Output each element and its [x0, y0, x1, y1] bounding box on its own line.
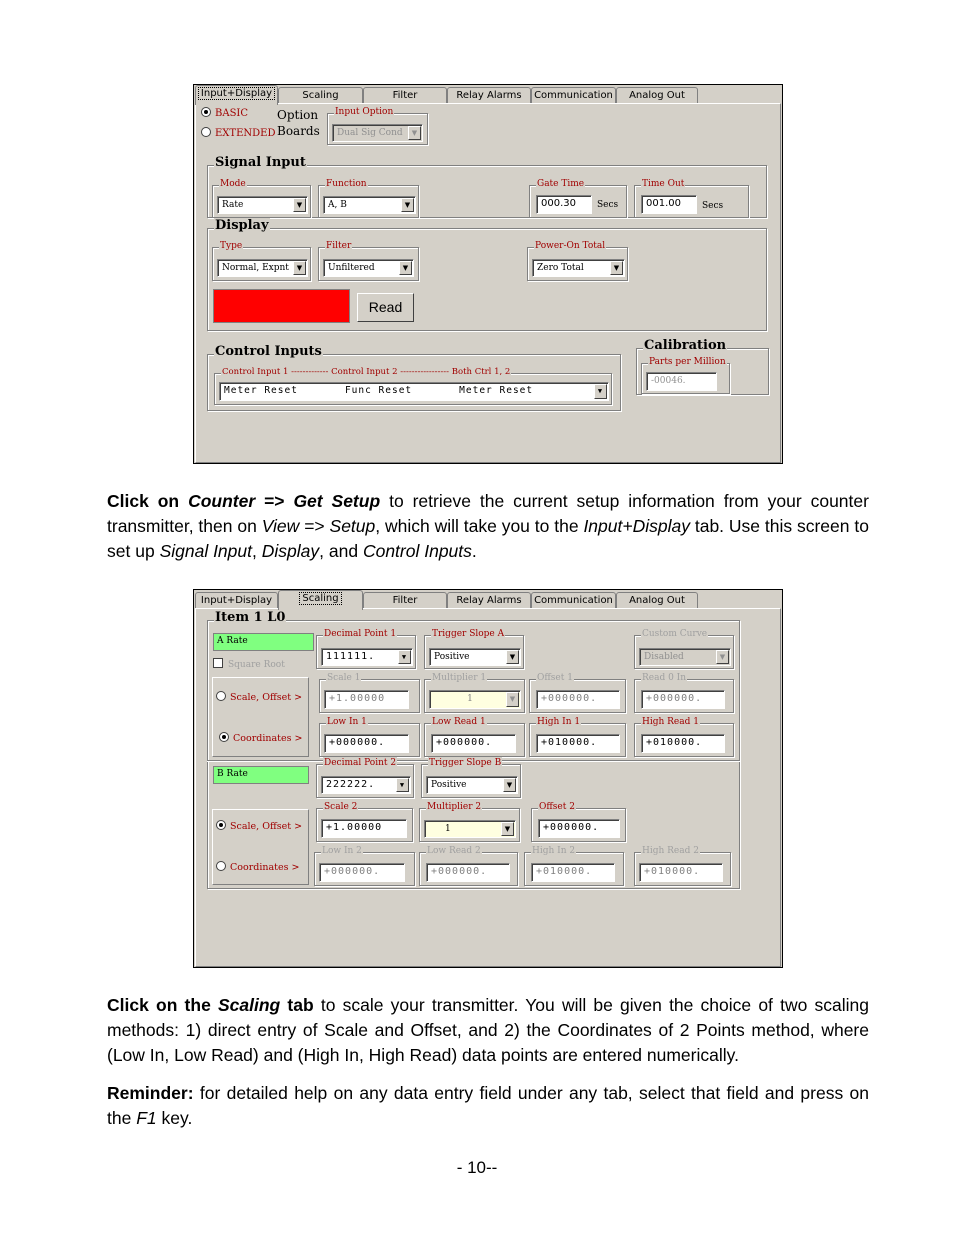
scale-1-group: Scale 1 +1.00000 [319, 679, 420, 713]
low-read-1-group: Low Read 1 +000000. [424, 723, 525, 757]
scaling-screenshot [193, 589, 783, 968]
scale-offset-radio-b[interactable]: Scale, Offset > [216, 820, 302, 832]
calibration-group: Calibration [636, 348, 769, 395]
input-display-screenshot [193, 84, 783, 464]
display-indicator [213, 289, 350, 323]
arrow-text: => [264, 491, 285, 511]
type-group: Type Normal, Expnt ▼ [212, 247, 311, 281]
a-rate-label: A Rate [213, 633, 314, 651]
high-read-1-group: High Read 1 +010000. [634, 723, 734, 757]
option-boards-label: Option Boards [277, 108, 320, 138]
input-display-ref: Input+Display [583, 516, 690, 536]
offset-1-group: Offset 1 +000000. [529, 679, 626, 713]
chevron-down-icon: ▼ [506, 692, 519, 707]
get-setup-ref: Get Setup [293, 491, 381, 511]
f1-key-ref: F1 [136, 1108, 157, 1128]
click-on-text: Click on [107, 491, 180, 511]
control-inputs-group: Control Inputs [207, 354, 621, 411]
item-group: Item 1 L0 [207, 620, 740, 889]
multiplier-2-select[interactable]: 1 ▼ [424, 820, 516, 838]
high-in-2-input[interactable]: +010000. [531, 863, 615, 882]
tab-analog-out[interactable]: Analog Out [616, 87, 698, 104]
chevron-down-icon: ▼ [503, 778, 516, 792]
function-group: Function A, B ▼ [318, 185, 419, 218]
power-on-group: Power-On Total Zero Total ▼ [527, 247, 628, 281]
decimal-point-2-select[interactable]: 222222. ▼ [321, 776, 411, 794]
high-in-2-group: High In 2 +010000. [524, 852, 624, 886]
chevron-down-icon: ▼ [401, 198, 414, 212]
low-read-1-input[interactable]: +000000. [431, 734, 516, 753]
extended-radio[interactable]: EXTENDED [201, 127, 275, 139]
high-read-1-input[interactable]: +010000. [641, 734, 725, 753]
basic-radio[interactable]: BASIC [201, 107, 248, 119]
gate-time-group: Gate Time 000.30 Secs [529, 185, 627, 218]
scale-2-input[interactable]: +1.00000 [321, 819, 407, 838]
p3-text: , which will take you to the [375, 516, 579, 536]
b-rate-label: B Rate [213, 766, 309, 784]
ppm-group: Parts per Million -00046. [641, 363, 730, 394]
reminder-paragraph [107, 1081, 869, 1131]
power-on-select[interactable]: Zero Total ▼ [532, 259, 625, 277]
counter-menu-ref: Counter [188, 491, 256, 511]
high-in-1-group: High In 1 +010000. [529, 723, 626, 757]
scale-1-input[interactable]: +1.00000 [324, 690, 409, 709]
multiplier-1-group: Multiplier 1 1 ▼ [424, 679, 525, 713]
tab-word: tab [287, 995, 314, 1015]
click-on-the-text: Click on the [107, 995, 211, 1015]
chevron-down-icon: ▼ [408, 126, 421, 140]
tab-filter[interactable]: Filter [363, 87, 447, 104]
trigger-slope-b-select[interactable]: Positive ▼ [426, 776, 518, 794]
display-group: Display [207, 228, 767, 331]
offset-2-input[interactable]: +000000. [538, 819, 620, 838]
p5-text: , and [319, 541, 359, 561]
ppm-input[interactable]: -00046. [646, 372, 717, 391]
scaling-body: to scale your transmitter. You will be given the choice of two scaling methods: 1) direct entry of Scale and Offset, and 2) the Coordinates of 2 Points method, where (Low In, Low Read) and (High In, High Read) data points are entered numerically. [107, 995, 869, 1065]
low-in-1-input[interactable]: +000000. [324, 734, 409, 753]
multiplier-2-group: Multiplier 2 1 ▼ [419, 808, 520, 842]
reminder-tail: key. [161, 1108, 193, 1128]
signal-input-group: Signal Input [207, 165, 767, 218]
decimal-point-1-select[interactable]: 111111. ▼ [321, 648, 413, 666]
tab-communication[interactable]: Communication [531, 87, 616, 104]
tab-input-display[interactable]: Input+Display [195, 85, 278, 105]
chevron-down-icon: ▼ [396, 778, 409, 792]
trigger-slope-b-group: Trigger Slope B Positive ▼ [421, 764, 521, 798]
tab-analog-out[interactable]: Analog Out [616, 592, 698, 609]
low-in-1-group: Low In 1 +000000. [319, 723, 420, 757]
chevron-down-icon: ▼ [594, 384, 607, 399]
mode-group: Mode Rate ▼ [212, 185, 311, 218]
offset-1-input[interactable]: +000000. [536, 690, 620, 709]
arrow-text-2: => [304, 516, 325, 536]
chevron-down-icon: ▼ [399, 261, 412, 275]
chevron-down-icon: ▼ [506, 650, 519, 664]
control-inputs-select[interactable]: Meter Reset Func Reset Meter Reset ▼ [219, 382, 609, 401]
time-out-unit: Secs [702, 201, 724, 211]
chevron-down-icon: ▼ [610, 261, 623, 275]
reminder-body: for detailed help on any data entry field under any tab, select that field and press on the [107, 1083, 869, 1128]
coordinates-radio-b[interactable]: Coordinates > [216, 861, 299, 873]
high-in-1-input[interactable]: +010000. [536, 734, 620, 753]
low-read-2-input[interactable]: +000000. [426, 863, 510, 882]
chevron-down-icon: ▼ [293, 198, 306, 212]
filter-group: Filter Unfiltered ▼ [318, 247, 419, 281]
comma: , [252, 541, 257, 561]
display-ref: Display [261, 541, 320, 561]
trigger-slope-a-group: Trigger Slope A Positive ▼ [424, 635, 524, 669]
control-inputs-ref: Control Inputs [362, 541, 472, 561]
chevron-down-icon: ▼ [398, 650, 411, 664]
square-root-checkbox[interactable]: Square Root [213, 658, 285, 670]
view-menu-ref: View [261, 516, 300, 536]
time-out-input[interactable]: 001.00 [641, 195, 697, 214]
gate-time-input[interactable]: 000.30 [536, 195, 592, 214]
multiplier-1-select[interactable]: 1 ▼ [429, 690, 521, 709]
p4-text: tab. Use this screen to set up [107, 516, 869, 561]
high-read-2-input[interactable]: +010000. [639, 863, 723, 882]
low-read-2-group: Low Read 2 +000000. [419, 852, 518, 886]
scaling-paragraph [107, 993, 869, 1068]
control-inputs-inner: Control Input 1 ------------- Control Input 2 ----------------- Both Ctrl 1, 2 Meter Reset Func Reset Meter Reset ▼ [214, 373, 612, 405]
read-0-in-input[interactable]: +000000. [641, 690, 725, 709]
page-number: - 10-- [456, 1158, 498, 1177]
trigger-slope-a-select[interactable]: Positive ▼ [429, 648, 521, 666]
type-select[interactable]: Normal, Expnt ▼ [217, 259, 308, 277]
low-in-2-group: Low In 2 +000000. [314, 852, 415, 886]
setup-ref: Setup [329, 516, 376, 536]
period: . [471, 541, 477, 561]
coordinates-radio-a[interactable]: Coordinates > [219, 732, 302, 744]
signal-input-ref: Signal Input [159, 541, 252, 561]
input-option-select[interactable]: Dual Sig Cond ▼ [332, 124, 423, 142]
a-method-box [212, 677, 309, 757]
tab-relay-alarms[interactable]: Relay Alarms [447, 87, 531, 104]
intro-paragraph [107, 489, 869, 564]
tab-input-display[interactable]: Input+Display [195, 592, 278, 609]
custom-curve-group: Custom Curve Disabled ▼ [634, 635, 734, 669]
low-in-2-input[interactable]: +000000. [319, 863, 405, 882]
input-option-group: Input Option Dual Sig Cond ▼ [327, 113, 428, 145]
scale-offset-radio-a[interactable]: Scale, Offset > [216, 691, 302, 703]
high-read-2-group: High Read 2 +010000. [634, 852, 731, 886]
chevron-down-icon: ▼ [293, 261, 306, 275]
scale-2-group: Scale 2 +1.00000 [316, 808, 413, 842]
time-out-group: Time Out 001.00 Secs [634, 185, 749, 218]
tab-scaling[interactable]: Scaling [278, 590, 363, 610]
offset-2-group: Offset 2 +000000. [531, 808, 626, 842]
decimal-point-1-group: Decimal Point 1 111111. ▼ [316, 635, 416, 669]
gate-time-unit: Secs [597, 200, 619, 210]
read-button[interactable]: Read [357, 293, 414, 322]
p2-text: to retrieve the current setup information from your counter transmitter, then on [107, 491, 869, 536]
read-0-in-group: Read 0 In +000000. [634, 679, 734, 713]
tab-scaling[interactable]: Scaling [278, 87, 363, 104]
tab-relay-alarms[interactable]: Relay Alarms [447, 592, 531, 609]
reminder-label: Reminder: [107, 1083, 194, 1103]
mode-select[interactable]: Rate ▼ [217, 196, 308, 214]
chevron-down-icon: ▼ [501, 822, 514, 836]
filter-select[interactable]: Unfiltered ▼ [323, 259, 414, 277]
function-select[interactable]: A, B ▼ [323, 196, 416, 214]
tab-communication[interactable]: Communication [531, 592, 616, 609]
custom-curve-select[interactable]: Disabled ▼ [639, 648, 731, 666]
tab-filter[interactable]: Filter [363, 592, 447, 609]
scaling-ref: Scaling [217, 995, 281, 1015]
chevron-down-icon: ▼ [716, 650, 729, 664]
decimal-point-2-group: Decimal Point 2 222222. ▼ [316, 764, 414, 798]
